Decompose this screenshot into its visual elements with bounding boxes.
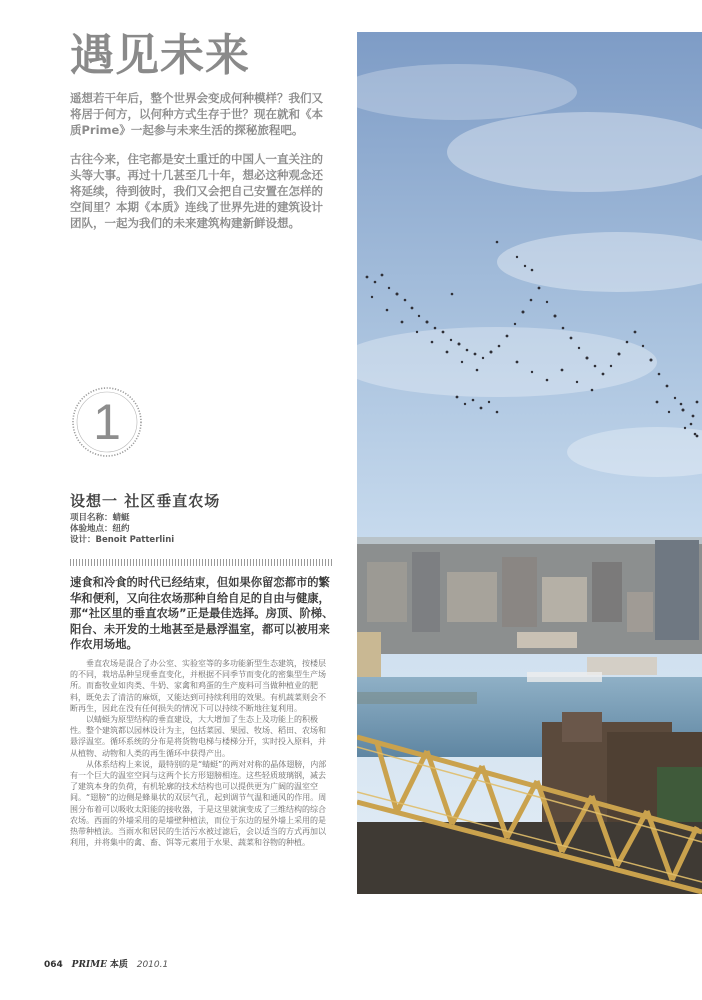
city-skyline-photo [357,32,702,894]
project-name: 项目名称：蜻蜓 [70,513,130,523]
body-text [70,658,332,848]
page-footer [44,957,168,970]
intro-paragraph: 古往今来，住宅都是安土重迁的中国人一直关注的头等大事。再过十几甚至几十年，想必这种观念还将延续，待到彼时，我们又会把自己安置在怎样的空间里？本期《本质》连线了世界先进的建筑设计团队，一起为我们的未来建筑构建新鲜设想。 [70,152,323,230]
project-meta [70,513,174,546]
section-number: 1 [93,394,121,450]
magazine-brand: PRIME [71,960,107,970]
intro-text [70,90,332,244]
body-paragraph: 从体系结构上来说，最特别的是“蜻蜓”的两对对称的晶体翅膀，内部有一个巨大的温室空间与这两个长方形翅膀相连。这些轻质玻璃钢，减去了建筑本身的负荷，有机轮廓的技术结构也可以提供更为广阔的温室空间。“翅膀”的边侧是蜂巢状的双层气孔，起到调节气温和通风的作用。周围分布着可以吸收太阳能的接收器，于是这里就演变成了三维结构的综合农场。西面的外墙采用的是墙壁种植法，而位于东边的屋外墙上采用的是热带种植法。当雨水和居民的生活污水被过滤后，会以适当的方式再加以利用，并将集中的禽、畜、饵等元素用于水果、蔬菜和谷物的种植。 [70,759,327,848]
project-designer: 设计：Benoit Patterlini [70,535,175,545]
section-number-badge [70,385,144,459]
dotted-divider [70,559,332,566]
page-title: 遇见未来 [70,30,250,81]
body-paragraph: 以蜻蜓为原型结构的垂直建设，大大增加了生态上及功能上的积极性。整个建筑都以园林设计为主，包括菜园、果园、牧场、稻田、农场和悬浮温室。循环系统的分布是将货物电梯与楼梯分开，实时投入原料，并从植物、动物和人类的再生循环中获得产出。 [70,715,326,758]
lede-paragraph: 速食和冷食的时代已经结束，但如果你留恋都市的繁华和便利，又向往农场那种自给自足的自由与健康，那“社区里的垂直农场”正是最佳选择。房顶、阶梯、阳台、未开发的土地甚至是悬浮温室，都可以被用来作农用场地。 [70,576,334,651]
intro-paragraph: 遥想若干年后，整个世界会变成何种模样？我们又将居于何方，以何种方式生存于世？现在就和《本质Prime》一起参与未来生活的探秘旅程吧。 [70,91,323,137]
project-location: 体验地点：纽约 [70,524,130,534]
page-number: 064 [44,960,63,970]
section-title: 设想一 社区垂直农场 [70,492,221,510]
issue-date: 2010.1 [136,960,169,970]
body-paragraph: 垂直农场是混合了办公室、实验室等的多功能新型生态建筑，按楼层的不同，栽培品种呈现垂直变化，并根据不同季节而变化的密集型生产场所。而畜牧业如肉类、牛奶、家禽和鸡蛋的生产废料可当做种植业的肥料，既免去了清洁的麻烦，又能达到可持续利用的效果。有机蔬菜则会不断再生，因此在没有任何损失的情况下可以持续不断地往复利用。 [70,659,326,713]
magazine-brand-cn: 本质 [109,960,128,970]
